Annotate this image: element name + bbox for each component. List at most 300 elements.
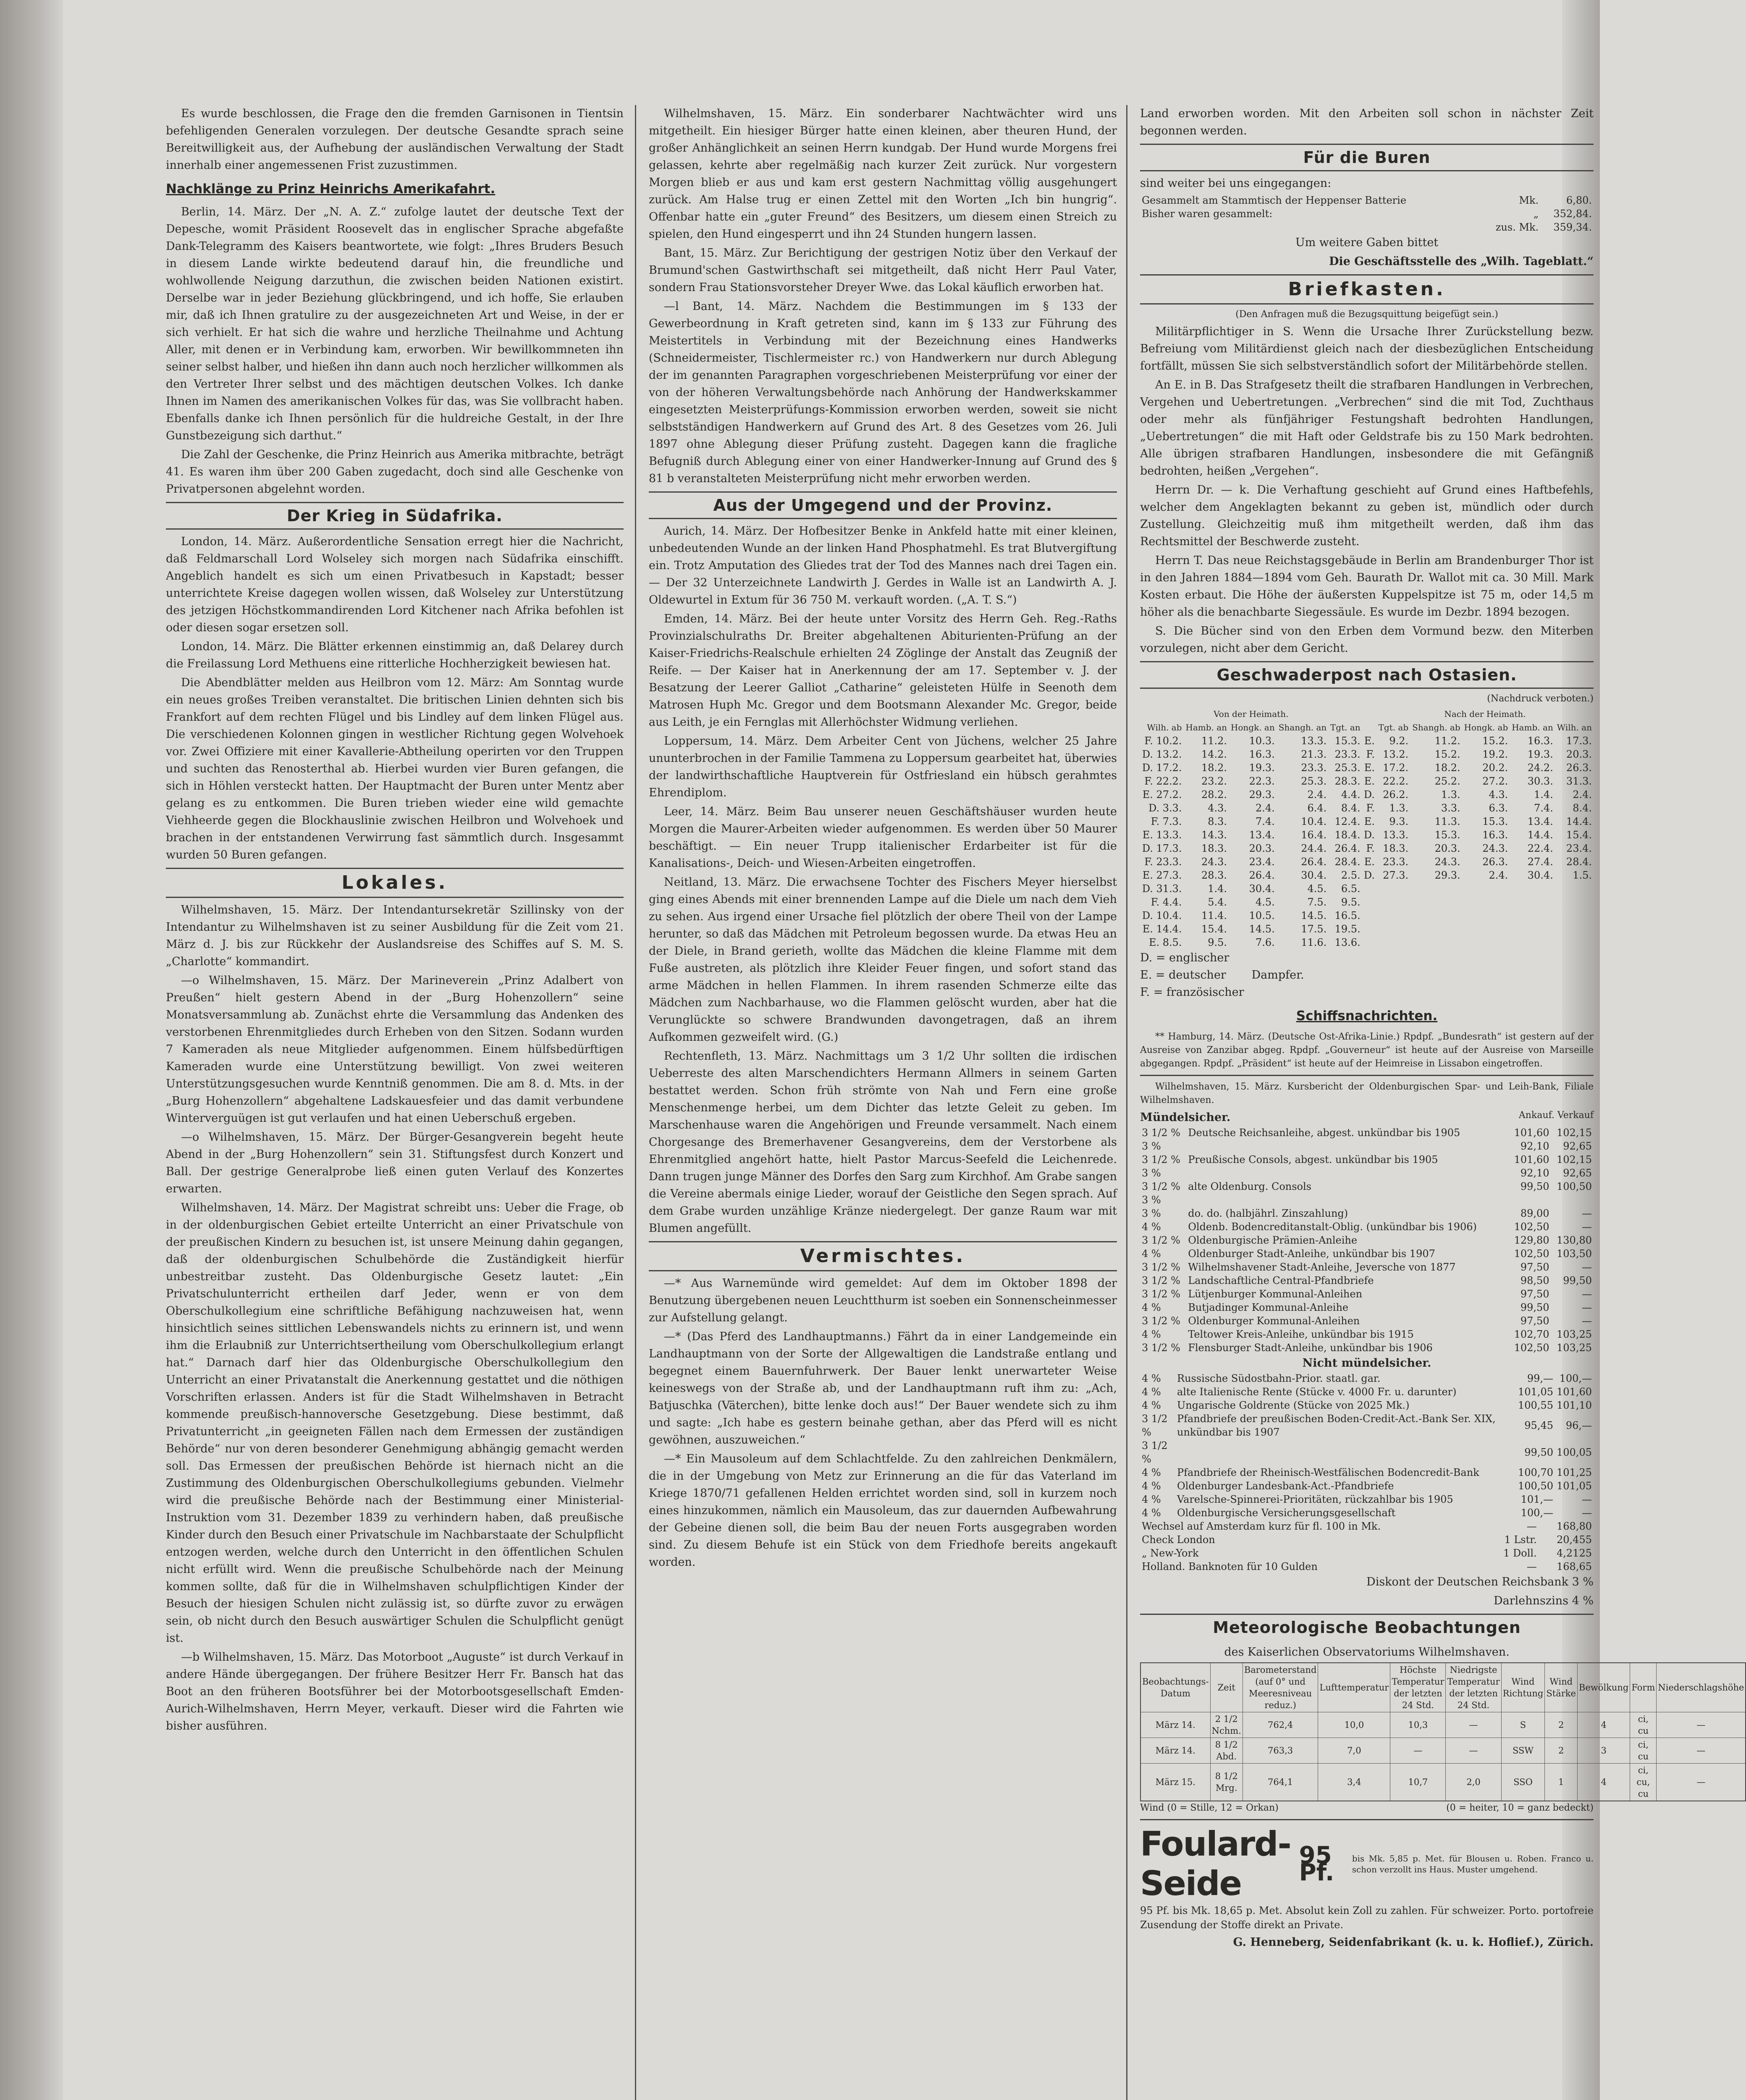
course-sell: 100,—: [1559, 1373, 1592, 1384]
course-sell: —: [1582, 1302, 1592, 1313]
course-rate: 4 %: [1142, 1467, 1161, 1478]
course-buy: 100,70: [1518, 1467, 1553, 1478]
article-schiffsnachrichten: ** Hamburg, 14. März. (Deutsche Ost-Afrika-Linie.) Rpdpf. „Bundesrath“ ist gestern auf der Ausreise von Zanzibar abgeg. Rpdpf. „Gouverneur“ ist heute auf der Ausreise von Marseille abgegangen. Rpdpf. „Präsident“ ist heute auf der Heimreise in Lissabon eingetroffen.: [1140, 1032, 1594, 1069]
course-sell: 92,65: [1563, 1167, 1592, 1179]
meteo-cell: März 14.: [1140, 1712, 1210, 1738]
post-cell: 22.4.: [1527, 843, 1553, 854]
post-cell: 4.5.: [1307, 883, 1327, 895]
post-cell: [1555, 909, 1594, 922]
course-buy: 99,50: [1520, 1181, 1549, 1192]
meteo-column-header: Beobachtungs-Datum: [1140, 1663, 1210, 1712]
wechsel-unit: —: [1526, 1561, 1537, 1572]
post-cell: 17.5.: [1301, 923, 1327, 935]
meteo-row: [1140, 1738, 1746, 1764]
post-cell: [1410, 922, 1462, 936]
ad-body: 95 Pf. bis Mk. 18,65 p. Met. Absolut kein Zoll zu zahlen. Für schweizer. Porto. portofreie Zusendung der Stoffe direkt an Private.: [1140, 1905, 1594, 1931]
meteo-column-header: Lufttemperatur: [1318, 1663, 1390, 1712]
course-sell: 92,65: [1563, 1140, 1592, 1152]
article-warnemuende: —* Aus Warnemünde wird gemeldet: Auf dem im Oktober 1898 der Benutzung übergebenen neuen Leuchtthurm ist soeben ein Sonnenscheinmesser zur Aufstellung gelangt.: [649, 1277, 1117, 1324]
post-cell: 9.2.: [1389, 735, 1409, 747]
article-magistrat: Wilhelmshaven, 14. März. Der Magistrat schreibt uns: Ueber die Frage, ob in der oldenburgischen Gebiet erteilte Unterricht an einer Privatschule von der preußischen Kindern zu besuchen ist, ist unsere Meinung dahin gegangen, daß der oldenburgischen Schulbehörde die Zuständigkeit hierfür unbestreitbar zusteht. Das Oldenburgische Gesetz lautet: „Ein Privatschulunterricht ertheilen darf Jeder, wenn er von dem Oberschulkollegium eine schriftliche Befähigung nachzuweisen hat, wenn hinsichtlich seines sittlichen Lebenswandels nichts zu erinnern ist, und wenn ihm die Erlaubniß zur Unterrichtsertheilung vom Oberschulkollegium erlangt hat.“ Darnach darf hier das Oldenburgische Oberschulkollegium den Unterricht an einer Privatanstalt die Anerkennung gestattet und die nöthigen Vorschriften erlassen. Anders ist für die Stadt Wilhelmshaven in Betracht kommende preußisch-hannoversche Gesetzgebung. Diese bestimmt, daß Privatunterricht „in geeigneten Fällen nach dem Ermessen der zuständigen Behörde“ nur von deren besonderer Genehmigung abhängig gemacht werden soll. Das Ermessen der preußischen Behörde ist hiernach nicht an die Zustimmung des Oldenburgischen Oberschulkollegiums gebunden. Vielmehr wird die preußische Behörde nach der Bestimmung einer Ministerial-Instruktion vom 31. Dezember 1839 zu verhindern haben, daß preußische Kinder durch den Besuch einer Privatschule im Nachbarstaate der Schulpflicht entzogen werden, welche durch den Unterricht in den öffentlichen Schulen nicht erfüllt wird. Wenn die preußische Schulbehörde nach der Meinung kommen sollte, daß für die in Wilhelmshaven schulpflichtigen Kinder der Besuch der hiesigen Schulen nicht zulässig ist, so dürfte zuvor zu erwägen sein, ob nicht durch den Besuch auswärtiger Schulen die Schulpflicht genügt ist.: [166, 1201, 624, 1645]
ad-firm: G. Henneberg, Seidenfabrikant (k. u. k. Hoflief.), Zürich.: [1233, 1936, 1594, 1949]
course-rate: 3 %: [1142, 1194, 1161, 1206]
headline-briefkasten: Briefkasten.: [1140, 274, 1594, 304]
donation-label: Gesammelt am Stammtisch der Heppenser Batterie: [1142, 194, 1407, 206]
post-cell: 8.4.: [1341, 802, 1361, 814]
post-cell: E.: [1364, 775, 1375, 787]
post-row: [1140, 895, 1594, 909]
course-row: [1140, 1166, 1594, 1180]
post-cell: [1362, 909, 1376, 922]
article-heilbron: Die Abendblätter melden aus Heilbron vom 12. März: Am Sonntag wurde ein neues großes Treiben veranstaltet. Die britischen Linien dehnten sich bis Frankfort auf dem rechten Flügel und bis Lindley auf dem linken Flügel aus. Die verschiedenen Kolonnen gingen in westlicher Richtung gegen Wolvehoek vor. Zwei Offiziere mit einer Kavallerie-Abtheilung operirten vor den Truppen und suchten das Renosterthal ab. Hierbei wurden vier Buren gefangen, die sich in Höhlen versteckt hatten. Der Hauptmacht der Buren unter Mentz aber gelang es zu entkommen. Die Buren trieben wieder eine wild gemachte Viehheerde gegen die Blockhauslinie zwischen Heilbron und Wolvehoek und brachen in der entstandenen Verwirrung fast sämmtlich durch. Insgesammt wurden 50 Buren gefangen.: [166, 676, 624, 861]
meteo-cell: 2,0: [1446, 1764, 1501, 1801]
meteo-cell: 764,1: [1243, 1764, 1318, 1801]
course-buy: 95,45: [1524, 1420, 1553, 1431]
course-buy: 100,55: [1518, 1399, 1553, 1411]
course-name: [1186, 1139, 1508, 1153]
course-row: [1140, 1466, 1594, 1479]
post-cell: [1462, 909, 1510, 922]
course-row: [1140, 1260, 1594, 1274]
briefkasten-answer-2: An E. in B. Das Strafgesetz theilt die strafbaren Handlungen in Verbrechen, Vergehen und Uebertretungen. „Verbrechen“ sind die mit Tod, Zuchthaus oder mehr als fünfjähriger Festungshaft bedrohten Handlungen, „Uebertretungen“ die mit Haft oder Geldstrafe bis zu 150 Mark bedrohten. Alle übrigen strafbaren Handlungen, insbesondere die mit Gefängniß bedrohten, heißen „Vergehen“.: [1140, 378, 1594, 478]
post-cell: 11.4.: [1201, 910, 1227, 921]
post-column-header: Hamb. an: [1185, 722, 1227, 732]
post-cell: [1362, 936, 1376, 949]
post-cell: 7.6.: [1255, 937, 1275, 948]
course-buy: 92,10: [1520, 1167, 1549, 1179]
column-rule: [1126, 105, 1127, 2100]
meteo-cell: —: [1446, 1712, 1501, 1738]
post-cell: 24.4.: [1301, 843, 1327, 854]
post-cell: F. 22.2.: [1144, 775, 1182, 787]
course-rate: 4 %: [1142, 1507, 1161, 1519]
post-column-header: Tgt. ab: [1378, 722, 1409, 732]
kursbericht-intro: Wilhelmshaven, 15. März. Kursbericht der Oldenburgischen Spar- und Leih-Bank, Filiale Wilhelmshaven.: [1140, 1082, 1594, 1105]
wechsel-row: [1140, 1520, 1594, 1533]
post-row: [1140, 842, 1594, 855]
course-name: [1186, 1166, 1508, 1180]
post-cell: E. 27.3.: [1142, 869, 1182, 881]
course-buy: 99,50: [1520, 1302, 1549, 1313]
post-column-header: Hamb. an: [1512, 722, 1553, 732]
post-cell: 14.5.: [1301, 910, 1327, 921]
post-cell: 8.4.: [1573, 802, 1592, 814]
post-cell: E. 8.5.: [1148, 937, 1182, 948]
post-column-header: Hongk. an: [1230, 722, 1275, 732]
ankauf-verkauf-heading: Ankauf. Verkauf: [1518, 1110, 1594, 1121]
headline-schiffsnachrichten: Schiffsnachrichten.: [1296, 1008, 1438, 1024]
article-intendantur: Wilhelmshaven, 15. März. Der Intendantursekretär Szillinsky von der Intendantur zu Wilhelmshaven ist zu seiner Ausbildung für die Zeit vom 21. März d. J. bis zur Rückkehr der Auslandsreise des Schiffes auf S. M. S. „Charlotte“ kommandirt.: [166, 903, 624, 968]
course-buy: 101,05: [1518, 1386, 1553, 1398]
course-row: [1140, 1399, 1594, 1412]
post-cell: 27.2.: [1482, 775, 1508, 787]
course-sell: 100,05: [1557, 1446, 1592, 1458]
post-cell: 1.3.: [1441, 789, 1460, 801]
post-cell: 25.2.: [1434, 775, 1460, 787]
post-cell: 26.3.: [1566, 762, 1592, 774]
course-name: Butjadinger Kommunal-Anleihe: [1188, 1302, 1349, 1313]
post-cell: 18.4.: [1334, 829, 1361, 841]
course-rate: 4 %: [1142, 1480, 1161, 1492]
donation-unit: Mk.: [1519, 194, 1539, 206]
post-cell: 23.3.: [1383, 856, 1409, 868]
ad-side-text: bis Mk. 5,85 p. Met. für Blousen u. Roben. Franco u. schon verzollt ins Haus. Muster umgehend.: [1352, 1853, 1594, 1874]
post-cell: [1462, 922, 1510, 936]
course-name: [1186, 1193, 1508, 1207]
wechsel-row: [1140, 1560, 1594, 1573]
post-cell: 14.4.: [1527, 829, 1553, 841]
divider: [1140, 1819, 1594, 1820]
wechsel-value: 20,455: [1557, 1534, 1592, 1546]
meteo-row: [1140, 1764, 1746, 1801]
meteo-column-header: Niederschlagshöhe: [1657, 1663, 1746, 1712]
column-middle: [649, 105, 1117, 2100]
ad-title: Foulard-Seide: [1140, 1824, 1291, 1903]
article-emden: Emden, 14. März. Bei der heute unter Vorsitz des Herrn Geh. Reg.-Raths Provinzialschulraths Dr. Breiter abgehaltenen Abiturienten-Prüfung an der Kaiser-Friedrichs-Realschule erhielten 24 Zöglinge der Anstalt das Zeugniß der Reife. — Der Kaiser hat in Anerkennung der am 17. September v. J. der Besatzung der Leerer Galliot „Catharine“ geleisteten Hülfe in Seenoth dem Matrosen Huph Mc. Gregor und dem Bootsmann Alexander Mc. Gregor, beide aus Leith, je ein Fernglas mit Allerhöchster Widmung verliehen.: [649, 612, 1117, 729]
post-cell: 5.4.: [1208, 896, 1227, 908]
article-bant-meistertitel: —l Bant, 14. März. Nachdem die Bestimmungen im § 133 der Gewerbeordnung in Kraft getreten sind, kann im § 133 zur Führung des Meistertitels in Verbindung mit der Bezeichnung eines Handwerks (Schneidermeister, Tischlermeister rc.) von Handwerkern nur durch Ablegung der im genannten Paragraphen vorgeschriebenen Meisterprüfung vor einer der von der höheren Verwaltungsbehörde nach Anhörung der Handwerkskammer eingesetzten Meisterprüfungs-Kommission erworben werden, soweit sie nicht selbstständigen Handwerkern auf Grund des Art. 8 des Gesetzes vom 26. Juli 1897 ohne Ablegung dieser Prüfung zusteht. Dagegen kann die fragliche Befugniß durch Ablegung einer von einer Handwerker-Innung auf Grund des § 81 b veranstalteten Meisterprüfung nicht mehr erworben werden.: [649, 300, 1117, 485]
post-cell: 2.5.: [1341, 869, 1361, 881]
post-cell: [1410, 895, 1462, 909]
post-cell: 26.4.: [1249, 869, 1275, 881]
course-row: [1140, 1207, 1594, 1220]
meteo-cell: 1: [1545, 1764, 1578, 1801]
post-cell: [1410, 882, 1462, 895]
wechsel-name: Check London: [1142, 1534, 1215, 1546]
article-continuation: Land erworben worden. Mit den Arbeiten soll schon in nächster Zeit begonnen werden.: [1140, 107, 1594, 137]
course-name: Ungarische Goldrente (Stücke von 2025 Mk.): [1177, 1399, 1410, 1411]
meteo-cell: 10,0: [1318, 1712, 1390, 1738]
post-cell: 16.3.: [1249, 748, 1275, 760]
post-cell: 6.3.: [1489, 802, 1508, 814]
course-name: Oldenburger Landesbank-Act.-Pfandbriefe: [1177, 1480, 1394, 1492]
course-buy: 92,10: [1520, 1140, 1549, 1152]
course-row: [1140, 1341, 1594, 1354]
course-sell: —: [1582, 1261, 1592, 1273]
post-cell: 16.5.: [1334, 910, 1361, 921]
course-row: [1140, 1180, 1594, 1193]
post-cell: 26.2.: [1383, 789, 1409, 801]
post-row: [1140, 855, 1594, 869]
darlehnszins: Darlehnszins 4 %: [1493, 1594, 1594, 1607]
course-buy: 100,—: [1521, 1507, 1553, 1519]
post-cell: 30.4.: [1301, 869, 1327, 881]
post-cell: 13.3.: [1383, 829, 1409, 841]
post-cell: E.: [1364, 856, 1375, 868]
meteo-column-header: Wind Richtung: [1501, 1663, 1545, 1712]
meteo-cell: SSW: [1501, 1738, 1545, 1764]
post-cell: 15.2.: [1482, 735, 1508, 747]
scan-left-edge: [0, 0, 63, 2100]
post-cell: 18.2.: [1201, 762, 1227, 774]
course-row: [1140, 1193, 1594, 1207]
course-rate: 3 1/2 %: [1142, 1413, 1168, 1438]
meteo-cell: 8 1/2 Mrg.: [1210, 1764, 1243, 1801]
course-buy: 102,50: [1514, 1221, 1549, 1233]
course-name: Oldenburger Stadt-Anleihe, unkündbar bis 1907: [1188, 1248, 1435, 1260]
post-cell: 6.5.: [1341, 883, 1361, 895]
course-row: [1140, 1274, 1594, 1287]
post-cell: 29.3.: [1249, 789, 1275, 801]
post-cell: 7.5.: [1307, 896, 1327, 908]
post-row: [1140, 936, 1594, 949]
meteo-cell: 2: [1545, 1712, 1578, 1738]
course-name: Oldenb. Bodencreditanstalt-Oblig. (unkündbar bis 1906): [1188, 1221, 1477, 1233]
nicht-muendelsicher-heading: Nicht mündelsicher.: [1302, 1357, 1431, 1370]
course-buy: 98,50: [1520, 1275, 1549, 1286]
post-cell: 11.2.: [1434, 735, 1460, 747]
post-cell: F.: [1366, 802, 1375, 814]
course-sell: —: [1582, 1494, 1592, 1505]
column-rule: [635, 105, 636, 2100]
kursbericht-header: [1140, 1109, 1594, 1126]
post-cell: 16.3.: [1527, 735, 1553, 747]
course-row: [1140, 1314, 1594, 1328]
meteo-cell: —: [1657, 1712, 1746, 1738]
course-row: [1140, 1287, 1594, 1301]
course-sell: 101,10: [1557, 1399, 1592, 1411]
meteo-column-header: Niedrigste Temperatur der letzten 24 Std.: [1446, 1663, 1501, 1712]
post-cell: E.: [1364, 735, 1375, 747]
legend-french: F. = französischer: [1140, 986, 1244, 999]
meteo-cell: 4: [1577, 1764, 1630, 1801]
post-cell: 2.4.: [1489, 869, 1508, 881]
course-buy: [1508, 1193, 1551, 1207]
post-cell: [1462, 936, 1510, 949]
post-cell: [1510, 895, 1555, 909]
meteorology-table: [1140, 1662, 1746, 1801]
post-cell: [1376, 936, 1410, 949]
meteo-cell: S: [1501, 1712, 1545, 1738]
course-sell: 101,25: [1557, 1467, 1592, 1478]
course-sell: 100,50: [1557, 1181, 1592, 1192]
post-cell: 23.2.: [1201, 775, 1227, 787]
column-right: [1140, 105, 1744, 2100]
course-row: [1140, 1412, 1594, 1439]
meteo-cell: 7,0: [1318, 1738, 1390, 1764]
post-cell: 26.3.: [1482, 856, 1508, 868]
meteo-cell: SSO: [1501, 1764, 1545, 1801]
post-cell: 11.6.: [1301, 937, 1327, 948]
course-buy: 99,50: [1524, 1446, 1553, 1458]
post-cell: 26.4.: [1301, 856, 1327, 868]
course-sell: —: [1582, 1288, 1592, 1300]
column-left: [166, 105, 624, 2100]
post-cell: [1555, 895, 1594, 909]
post-row: [1140, 788, 1594, 801]
post-cell: 16.3.: [1482, 829, 1508, 841]
post-cell: 7.4.: [1534, 802, 1553, 814]
meteo-cell: 10,7: [1390, 1764, 1446, 1801]
course-sell: 130,80: [1557, 1234, 1592, 1246]
course-row: [1140, 1234, 1594, 1247]
post-cell: 27.4.: [1527, 856, 1553, 868]
post-cell: 19.3.: [1249, 762, 1275, 774]
post-column-header: Wilh. ab: [1147, 722, 1182, 732]
donation-row: [1140, 194, 1594, 207]
briefkasten-note: (Den Anfragen muß die Bezugsquittung beigefügt sein.): [1235, 309, 1498, 320]
article-neitland: Neitland, 13. März. Die erwachsene Tochter des Fischers Meyer hierselbst ging eines Abends mit einer brennenden Lampe auf die Diele um nach dem Vieh zu sehen. Aus irgend einer Ursache fiel plötzlich der obere Theil von der Lampe herunter, so daß das Mädchen mit Petroleum begossen wurde. Da etwas Heu an der Diele, in Brand gerieth, wollte das Mädchen die kleine Flamme mit dem Fuße austreten, als plötzlich ihre Kleider Feuer fingen, und sofort stand das arme Mädchen in hellen Flammen. In ihrem rasenden Schmerze eilte das Mädchen zum Nachbarhause, wo die Flammen gelöscht wurden, aber hat die Verunglückte so schwere Brandwunden davongetragen, daß an ihrem Aufkommen gezweifelt wird. (G.): [649, 876, 1117, 1044]
post-cell: 20.3.: [1566, 748, 1592, 760]
post-cell: 4.3.: [1208, 802, 1227, 814]
post-row: [1140, 801, 1594, 815]
donation-amount: 352,84.: [1553, 208, 1592, 220]
donation-unit: zus. Mk.: [1495, 221, 1539, 233]
post-cell: 14.4.: [1566, 816, 1592, 827]
legend-german: E. = deutscher: [1140, 969, 1226, 982]
course-name: Lütjenburger Kommunal-Anleihen: [1188, 1288, 1363, 1300]
course-rate: 3 1/2 %: [1142, 1275, 1180, 1286]
post-cell: 16.4.: [1301, 829, 1327, 841]
course-sell: 96,—: [1565, 1420, 1592, 1431]
post-cell: 28.4.: [1334, 856, 1361, 868]
wechsel-value: 4,2125: [1557, 1547, 1592, 1559]
buren-signature: Die Geschäftsstelle des „Wilh. Tageblatt.“: [1329, 255, 1594, 268]
course-buy: 102,50: [1514, 1248, 1549, 1260]
course-buy: 99,—: [1527, 1373, 1553, 1384]
course-name: Wilhelmshavener Stadt-Anleihe, Jeversche von 1877: [1188, 1261, 1456, 1273]
course-rate: 3 1/2 %: [1142, 1315, 1180, 1327]
meteo-column-header: Zeit: [1210, 1663, 1243, 1712]
dampfer-legend: [1140, 949, 1594, 1001]
post-cell: 20.3.: [1434, 843, 1460, 854]
course-rate: 3 %: [1142, 1208, 1161, 1219]
post-cell: D. 17.3.: [1142, 843, 1182, 854]
post-cell: [1410, 909, 1462, 922]
post-row: [1140, 748, 1594, 761]
legend-dampfer: Dampfer.: [1251, 969, 1304, 982]
headline-vermischtes: Vermischtes.: [649, 1241, 1117, 1271]
post-cell: 28.2.: [1201, 789, 1227, 801]
course-row: [1140, 1153, 1594, 1166]
post-cell: 15.4.: [1201, 923, 1227, 935]
course-row: [1140, 1247, 1594, 1260]
post-cell: [1362, 895, 1376, 909]
geschwaderpost-note: (Nachdruck verboten.): [1487, 693, 1594, 704]
article-aurich: Aurich, 14. März. Der Hofbesitzer Benke in Ankfeld hatte mit einer kleinen, unbedeutenden Wunde an der linken Hand Phosphatmehl. Es trat Blutvergiftung ein. Trotz Amputation des Gliedes trat der Tod des Mannes nach drei Tagen ein. — Der 32 Unterzeichnete Landwirth J. Gerdes in Walle ist an Landwirth A. J. Oldewurtel in Extum für 36 750 M. verkauft worden. („A. T. S.“): [649, 525, 1117, 606]
post-cell: F. 10.2.: [1144, 735, 1182, 747]
post-cell: 21.3.: [1301, 748, 1327, 760]
article-rechtenfleth: Rechtenfleth, 13. März. Nachmittags um 3 1/2 Uhr sollten die irdischen Ueberreste des alten Marschendichters Hermann Allmers in seinem Garten bestattet werden. Schon früh strömte von Nah und Fern eine große Menschenmenge herbei, um dem Dichter das letzte Geleit zu geben. Im Marschenhause waren die Angehörigen und Freunde versammelt. Nach einem Chorgesange des Bremerhavener Gesangvereins, dem der Verstorbene als Ehrenmitglied angehört hatte, hielt Pastor Marcus-Seefeld die Leichenrede. Dann trugen junge Männer des Dorfes den Sarg zum Kirchhof. Am Grabe sangen die Vereine abermals einige Lieder, worauf der Geistliche den Segen sprach. Auf dem Grabe wurden unzählige Kränze niedergelegt. Der ganze Raum war mit Blumen angefüllt.: [649, 1050, 1117, 1235]
post-cell: 7.4.: [1255, 816, 1275, 827]
course-row: [1140, 1439, 1594, 1466]
post-cell: [1362, 882, 1376, 895]
course-rate: 3 1/2 %: [1142, 1342, 1180, 1354]
ad-price: 95 Pf.: [1299, 1842, 1334, 1886]
wechsel-unit: 1 Doll.: [1503, 1547, 1537, 1559]
course-buy: 102,50: [1514, 1342, 1549, 1354]
post-cell: [1555, 882, 1594, 895]
course-sell: 103,25: [1557, 1342, 1592, 1354]
post-cell: 28.3.: [1334, 775, 1361, 787]
course-sell: 102,15: [1557, 1154, 1592, 1166]
headline-krieg-suedafrika: Der Krieg in Südafrika.: [166, 502, 624, 530]
meteo-cell: —: [1657, 1738, 1746, 1764]
meteo-column-header: Höchste Temperatur der letzten 24 Std.: [1390, 1663, 1446, 1712]
post-cell: 1.5.: [1573, 869, 1592, 881]
post-cell: 22.3.: [1249, 775, 1275, 787]
post-cell: 3.3.: [1441, 802, 1460, 814]
article-mausoleum: —* Ein Mausoleum auf dem Schlachtfelde. Zu den zahlreichen Denkmälern, die in der Umgebung von Metz zur Erinnerung an die für das Vaterland im Kriege 1870/71 gefallenen Helden errichtet worden sind, soll in kurzem noch eines hinzukommen, nämlich ein Mausoleum, das zur dauernden Aufbewahrung der Gebeine dienen soll, die beim Bau der neuen Forts ausgegraben worden sind. Zu diesem Behufe ist ein Stück von dem Friedhofe bereits angekauft worden.: [649, 1452, 1117, 1569]
post-from-heading: Von der Heimath.: [1214, 709, 1289, 719]
course-buy: 101,60: [1514, 1127, 1549, 1139]
post-cell: [1462, 882, 1510, 895]
course-name: Teltower Kreis-Anleihe, unkündbar bis 1915: [1188, 1328, 1414, 1340]
course-buy: 101,60: [1514, 1154, 1549, 1166]
post-cell: D.: [1363, 869, 1375, 881]
meteo-row: [1140, 1712, 1746, 1738]
post-row: [1140, 761, 1594, 774]
post-cell: 4.4.: [1341, 789, 1361, 801]
post-cell: D. 10.4.: [1142, 910, 1182, 921]
course-buy: 102,70: [1514, 1328, 1549, 1340]
course-name: alte Oldenburg. Consols: [1188, 1181, 1311, 1192]
wechsel-name: Wechsel auf Amsterdam kurz für fl. 100 in Mk.: [1142, 1520, 1381, 1532]
meteo-cell: —: [1390, 1738, 1446, 1764]
post-column-header: Wilh. an: [1557, 722, 1592, 732]
meteo-cell: März 14.: [1140, 1738, 1210, 1764]
post-cell: 15.3.: [1434, 829, 1460, 841]
article-loppersum: Loppersum, 14. März. Dem Arbeiter Cent von Jüchens, welcher 25 Jahre ununterbrochen in der Familie Tammena zu Loppersum gearbeitet hat, überwies der landwirthschaftliche Hauptverein für Ostfriesland ein hübsch gerahmtes Ehrendiplom.: [649, 735, 1117, 799]
course-name: Varelsche-Spinnerei-Prioritäten, rückzahlbar bis 1905: [1177, 1494, 1453, 1505]
donation-amount: 359,34.: [1553, 221, 1592, 233]
post-cell: 18.3.: [1201, 843, 1227, 854]
post-cell: 18.2.: [1434, 762, 1460, 774]
post-cell: 9.5.: [1208, 937, 1227, 948]
post-cell: [1362, 922, 1376, 936]
post-cell: 23.3.: [1301, 762, 1327, 774]
post-row: [1140, 922, 1594, 936]
post-cell: D. 31.3.: [1142, 883, 1182, 895]
post-cell: F.: [1366, 748, 1375, 760]
meteo-cell: 8 1/2 Abd.: [1210, 1738, 1243, 1764]
course-name: Oldenburgische Prämien-Anleihe: [1188, 1234, 1358, 1246]
briefkasten-answer-4: Herrn T. Das neue Reichstagsgebäude in Berlin am Brandenburger Thor ist in den Jahren 1884—1894 vom Geh. Baurath Dr. Wallot mit ca. 30 Mill. Mark Kosten erbaut. Die Höhe der äußersten Kuppelspitze ist 75 m, oder 14,5 m höher als die benachbarte Siegessäule. Es wurde im Dezbr. 1894 bezogen.: [1140, 554, 1594, 619]
course-name: Preußische Consols, abgest. unkündbar bis 1905: [1188, 1154, 1438, 1166]
donation-row: [1140, 207, 1594, 220]
post-cell: 17.2.: [1383, 762, 1409, 774]
post-cell: F. 7.3.: [1151, 816, 1182, 827]
post-cell: 23.3.: [1334, 748, 1361, 760]
post-cell: 13.3.: [1301, 735, 1327, 747]
kursbericht-table-2: [1140, 1372, 1594, 1520]
post-cell: 22.2.: [1383, 775, 1409, 787]
wechsel-value: 168,65: [1557, 1561, 1592, 1572]
post-cell: 6.4.: [1307, 802, 1327, 814]
course-row: [1140, 1139, 1594, 1153]
course-rate: 4 %: [1142, 1399, 1161, 1411]
article-delarey: London, 14. März. Die Blätter erkennen einstimmig an, daß Delarey durch die Freilassung Lord Methuens eine ritterliche Hochherzigkeit bewiesen hat.: [166, 640, 624, 670]
donation-label: Bisher waren gesammelt:: [1142, 208, 1273, 220]
briefkasten-answer-3: Herrn Dr. — k. Die Verhaftung geschieht auf Grund eines Haftbefehls, welcher dem Angeklagten bekannt zu geben ist, mündlich oder durch Zustellung. Gleichzeitig muß ihm mitgetheilt werden, daß ihm das Rechtsmittel der Beschwerde zusteht.: [1140, 483, 1594, 548]
post-cell: 30.3.: [1527, 775, 1553, 787]
post-cell: 26.4.: [1334, 843, 1361, 854]
post-cell: 10.4.: [1301, 816, 1327, 827]
course-name: Deutsche Reichsanleihe, abgest. unkündbar bis 1905: [1188, 1127, 1460, 1139]
post-cell: 13.2.: [1383, 748, 1409, 760]
wechsel-value: 168,80: [1557, 1520, 1592, 1532]
post-cell: E.: [1364, 762, 1375, 774]
meteo-cell: 762,4: [1243, 1712, 1318, 1738]
post-cell: F. 4.4.: [1151, 896, 1182, 908]
post-cell: 24.2.: [1527, 762, 1553, 774]
post-cell: 20.3.: [1249, 843, 1275, 854]
post-cell: F. 23.3.: [1144, 856, 1182, 868]
headline-prinz-heinrich: Nachklänge zu Prinz Heinrichs Amerikafahrt.: [166, 181, 495, 197]
post-cell: 11.2.: [1201, 735, 1227, 747]
post-cell: 15.3.: [1334, 735, 1361, 747]
course-sell: —: [1582, 1315, 1592, 1327]
